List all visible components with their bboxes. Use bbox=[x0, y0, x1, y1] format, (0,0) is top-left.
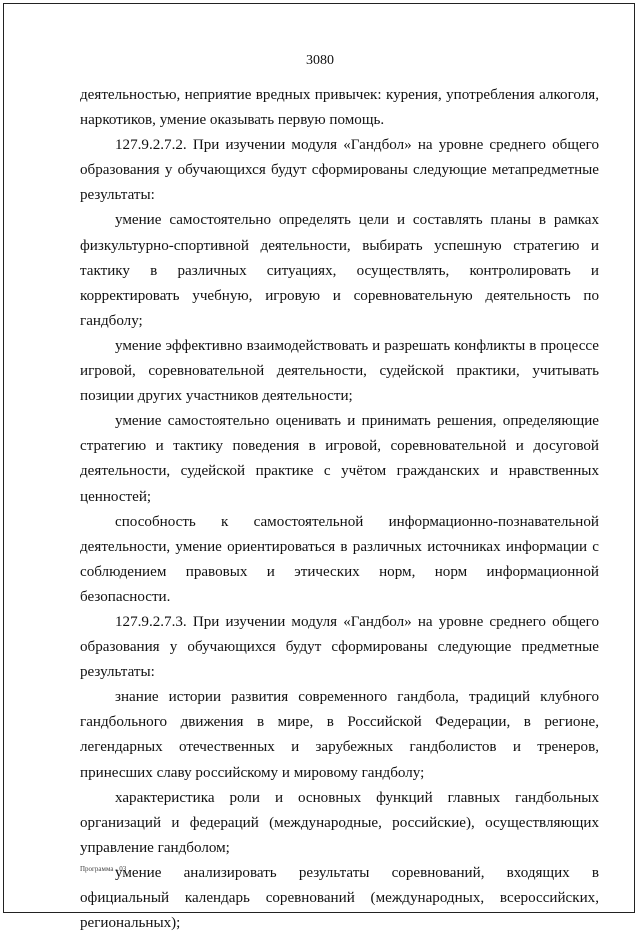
paragraph: 127.9.2.7.2. При изучении модуля «Гандбол» на уровне среднего общего образования у обучающихся будут сформированы следующие метапредметные результаты: bbox=[80, 137, 599, 204]
paragraph: умение анализировать результаты соревнований, входящих в официальный календарь соревнований (международных, всероссийских, региональных); bbox=[80, 864, 599, 932]
paragraph: знание истории развития современного гандбола, традиций клубного гандбольного движения в мире, в Российской Федерации, в регионе, легендарных отечественных и зарубежных гандболистов и тренеров, принесших славу российскому и мировому гандболу; bbox=[80, 689, 599, 781]
document-body bbox=[80, 83, 599, 936]
paragraph: умение эффективно взаимодействовать и разрешать конфликты в процессе игровой, соревновательной деятельности, судейской практики, учитывать позиции других участников деятельности; bbox=[80, 337, 599, 405]
footer-label: Программа - 03 bbox=[80, 865, 127, 873]
paragraph: умение самостоятельно определять цели и составлять планы в рамках физкультурно-спортивной деятельности, выбирать успешную стратегию и тактику в различных ситуациях, осуществлять, контролировать и корректировать учебную, игровую и соревновательную деятельность по гандболу; bbox=[80, 212, 599, 329]
page-number: 3080 bbox=[306, 53, 334, 68]
paragraph: 127.9.2.7.3. При изучении модуля «Гандбол» на уровне среднего общего образования у обучающихся будут сформированы следующие предметные результаты: bbox=[80, 613, 599, 681]
paragraph: умение самостоятельно оценивать и принимать решения, определяющие стратегию и тактику поведения в игровой, соревновательной и досуговой деятельности, судейской практике с учётом гражданских и нравственных ценностей; bbox=[80, 413, 599, 505]
paragraph: характеристика роли и основных функций главных гандбольных организаций и федераций (международные, российские), осуществляющих управление гандболом; bbox=[80, 789, 599, 856]
paragraph: деятельностью, неприятие вредных привычек: курения, употребления алкоголя, наркотиков, умение оказывать первую помощь. bbox=[80, 87, 599, 129]
paragraph: способность к самостоятельной информационно-познавательной деятельности, умение ориентироваться в различных источниках информации с соблюдением правовых и этических норм, норм информационной безопасности. bbox=[80, 513, 599, 605]
